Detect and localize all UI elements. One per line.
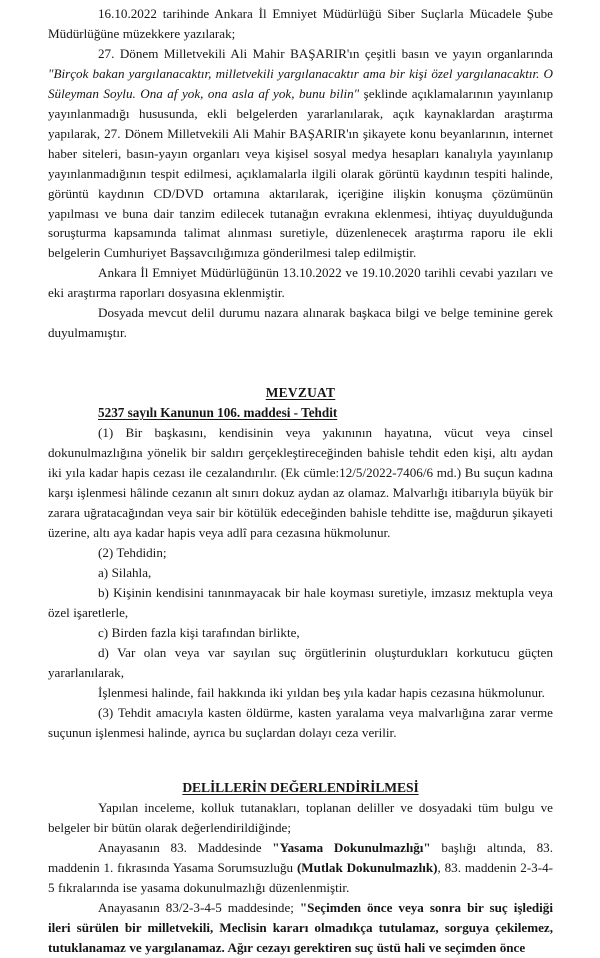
yasama-dokunulmazligi-term: "Yasama Dokunulmazlığı": [272, 840, 431, 856]
paragraph-text-lead: 27. Dönem Milletvekili Ali Mahir BAŞARIR'ın çeşitli basın ve yayın organlarında: [98, 45, 553, 61]
paragraph-basarir-beyanlari: [48, 44, 553, 263]
paragraph-bent-b: b) Kişinin kendisini tanınmayacak bir hale koyması suretiyle, imzasız mektupla veya özel işaretlerle,: [48, 584, 553, 620]
anayasa-83-lead: Anayasanın 83. Maddesinde: [98, 840, 273, 856]
anayasa-83-2345-quote: "Seçimden önce veya sonra bir suç işlediği ileri sürülen bir milletvekili, Meclisin kararı olmadıkça tutulamaz, sorguya çekilemez, tutuklanamaz ve yargılanamaz. Ağır cezayı gerektiren suç üstü hali ve seçimden önce: [48, 900, 553, 956]
subheading-kanun-madde-text: 5237 sayılı Kanunun 106. maddesi - Tehdit: [98, 405, 338, 421]
paragraph-inceleme: Yapılan inceleme, kolluk tutanakları, toplanan deliller ve dosyadaki tüm bulgu ve belgeler bir bütün olarak değerlendirildiğinde;: [48, 800, 553, 836]
paragraph-fikra-1: (1) Bir başkasını, kendisinin veya yakınının hayatına, vücut veya cinsel dokunulmazlığına yönelik bir saldırı gerçekleştireceğinden bahisle tehdit eden kişi, altı aydan iki yıla kadar hapis cezası ile cezalandırılır. (Ek cümle:12/5/2022-7406/6 md.) Bu suçun kadına karşı işlenmesi hâlinde cezanın alt sınırı dokuz aydan az olamaz. Malvarlığı itibarıyla büyük bir zarara uğratacağından veya sair bir kötülük edeceğinden bahisle tehditte ise, mağdurun şikayeti üzerine, altı aya kadar hapis veya adlî para cezasına hükmolunur.: [48, 425, 553, 540]
heading-mevzuat-text: MEVZUAT: [265, 385, 336, 401]
quoted-statement: "Birçok bakan yargılanacaktır, milletvekili yargılanacaktır ama bir kişi özel yargılanacaktır. O Süleyman Soylu. Ona af yok, ona asla af yok, bunu bilin": [48, 65, 553, 101]
paragraph-text-tail: şeklinde açıklamalarının yayınlanıp yayınlanmadığı hususunda, ekli belgelerden yararlanılarak, açık kaynaklardan araştırma yapılarak, 27. Dönem Milletvekili Ali Mahir BAŞARIR'ın şikayete konu beyanlarının, internet haber siteleri, basın-yayın organları veya kişisel sosyal medya hesapları kanalıyla yayınlanıp yayınlanmadığının tespit edilmesi, açıklamalarla ilgili olarak görüntü kaydının tespiti halinde, görüntü kaydının CD/DVD ortamına aktarılarak, içeriğine ilişkin konuşma çözümünün yapılması ve buna dair tanzim edilecek tutanağın evrakına eklenmesi, ihtiyaç duyulduğunda soruşturma kapsamında talimat alınması suretiyle, düzenlenecek araştırma raporu ile ekli belgelerin Cumhuriyet Başsavcılığımıza gönderilmesi talep edilmiştir.: [48, 85, 553, 261]
paragraph-bent-c: c) Birden fazla kişi tarafından birlikte,: [98, 624, 300, 640]
paragraph-bent-son: İşlenmesi halinde, fail hakkında iki yıldan beş yıla kadar hapis cezasına hükmolunur.: [98, 684, 545, 700]
heading-mevzuat: [48, 383, 553, 403]
paragraph-bent-a: a) Silahla,: [98, 564, 152, 580]
paragraph-cevabi-yazilar: Ankara İl Emniyet Müdürlüğünün 13.10.2022 ve 19.10.2020 tarihli cevabi yazıları ve eki araştırma raporları dosyasına eklenmiştir.: [48, 265, 553, 301]
subheading-kanun-madde: [48, 403, 553, 423]
heading-delillerin-degerlendirilmesi: [48, 778, 553, 798]
paragraph-fikra-3: (3) Tehdit amacıyla kasten öldürme, kasten yaralama veya malvarlığına zarar verme suçunun işlenmesi halinde, ayrıca bu suçlardan dolayı ceza verilir.: [48, 704, 553, 740]
paragraph-bent-d: d) Var olan veya var sayılan suç örgütlerinin oluşturdukları korkutucu güçten yararlanılarak,: [48, 644, 553, 680]
anayasa-83-tail: , 83. maddenin 2-3-4-5 fıkralarında ise yasama dokunulmazlığı düzenlenmiştir.: [48, 860, 553, 896]
paragraph-delil-durumu: Dosyada mevcut delil durumu nazara alınarak başkaca bilgi ve belge teminine gerek duyulmamıştır.: [48, 305, 553, 341]
heading-delillerin-degerlendirilmesi-text: DELİLLERİN DEĞERLENDİRİLMESİ: [182, 780, 419, 796]
anayasa-83-mid: başlığı altında, 83. maddenin 1. fıkrasında Yasama Sorumsuzluğu: [48, 840, 553, 876]
spacer-before-mevzuat: [48, 343, 553, 383]
paragraph-anayasa-83-2345: [48, 898, 553, 958]
paragraph-fikra-2: (2) Tehdidin;: [98, 544, 167, 560]
spacer-before-deliller: [48, 742, 553, 778]
paragraph-anayasa-83: [48, 838, 553, 898]
paragraph-mudurluk-muzekkere: 16.10.2022 tarihinde Ankara İl Emniyet Müdürlüğü Siber Suçlarla Mücadele Şube Müdürlüğüne müzekkere yazılarak;: [48, 6, 553, 41]
mutlak-dokunulmazlik-term: (Mutlak Dokunulmazlık): [296, 860, 438, 876]
anayasa-83-2345-lead: Anayasanın 83/2-3-4-5 maddesinde;: [98, 900, 300, 916]
